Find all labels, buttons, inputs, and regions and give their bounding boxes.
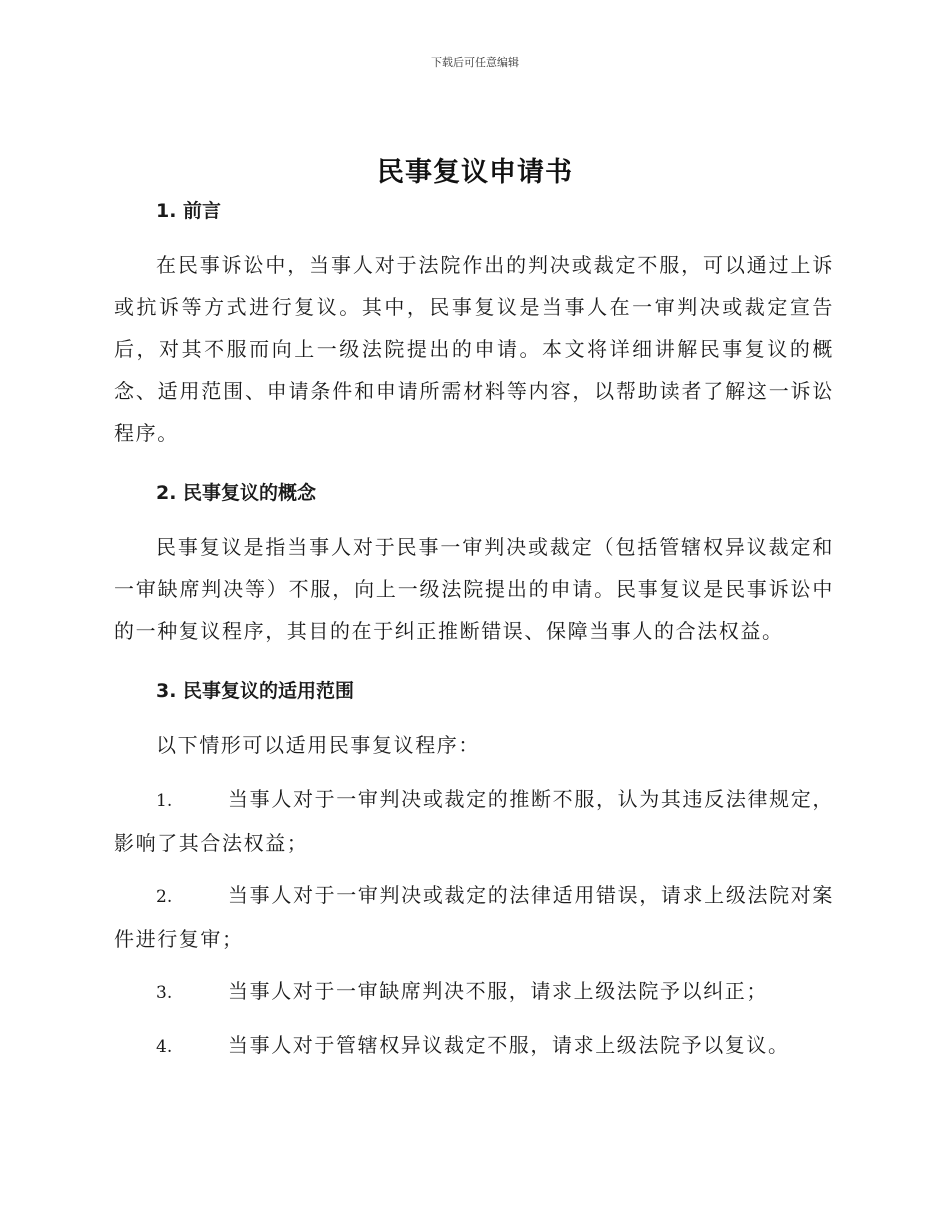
list-item-text: 当事人对于一审判决或裁定的推断不服，认为其违反法律规定，影响了其合法权益； [114, 787, 834, 855]
list-item-text: 当事人对于一审缺席判决不服，请求上级法院予以纠正； [228, 979, 768, 1003]
document-title: 民事复议申请书 [377, 157, 573, 188]
list-item-text: 当事人对于管辖权异议裁定不服，请求上级法院予以复议。 [228, 1033, 790, 1057]
section-heading-concept: 2. 民事复议的概念 [156, 482, 317, 504]
scope-list [114, 778, 834, 1068]
preface-paragraph: 在民事诉讼中，当事人对于法院作出的判决或裁定不服，可以通过上诉或抗诉等方式进行复议。其中，民事复议是当事人在一审判决或裁定宣告后，对其不服而向上一级法院提出的申请。本文将详细讲解民事复议的概念、适用范围、申请条件和申请所需材料等内容，以帮助读者了解这一诉讼程序。 [114, 253, 834, 445]
list-item-number: 3. [156, 983, 173, 1003]
scope-intro: 以下情形可以适用民事复议程序： [156, 733, 480, 757]
concept-paragraph: 民事复议是指当事人对于民事一审判决或裁定（包括管辖权异议裁定和一审缺席判决等）不服，向上一级法院提出的申请。民事复议是民事诉讼中的一种复议程序，其目的在于纠正推断错误、保障当事人的合法权益。 [114, 535, 834, 643]
list-item-number: 2. [156, 887, 173, 907]
list-item [114, 874, 834, 960]
list-item-text: 当事人对于一审判决或裁定的法律适用错误，请求上级法院对案件进行复审； [114, 883, 834, 951]
section-heading-preface: 1. 前言 [156, 200, 222, 222]
list-item-number: 1. [156, 791, 173, 811]
document-body [114, 196, 834, 1068]
list-item [114, 778, 834, 864]
list-item [114, 970, 834, 1014]
list-item [114, 1024, 834, 1068]
page-header: 下载后可任意编辑 [431, 56, 519, 69]
section-heading-scope: 3. 民事复议的适用范围 [156, 680, 355, 702]
list-item-number: 4. [156, 1037, 173, 1057]
